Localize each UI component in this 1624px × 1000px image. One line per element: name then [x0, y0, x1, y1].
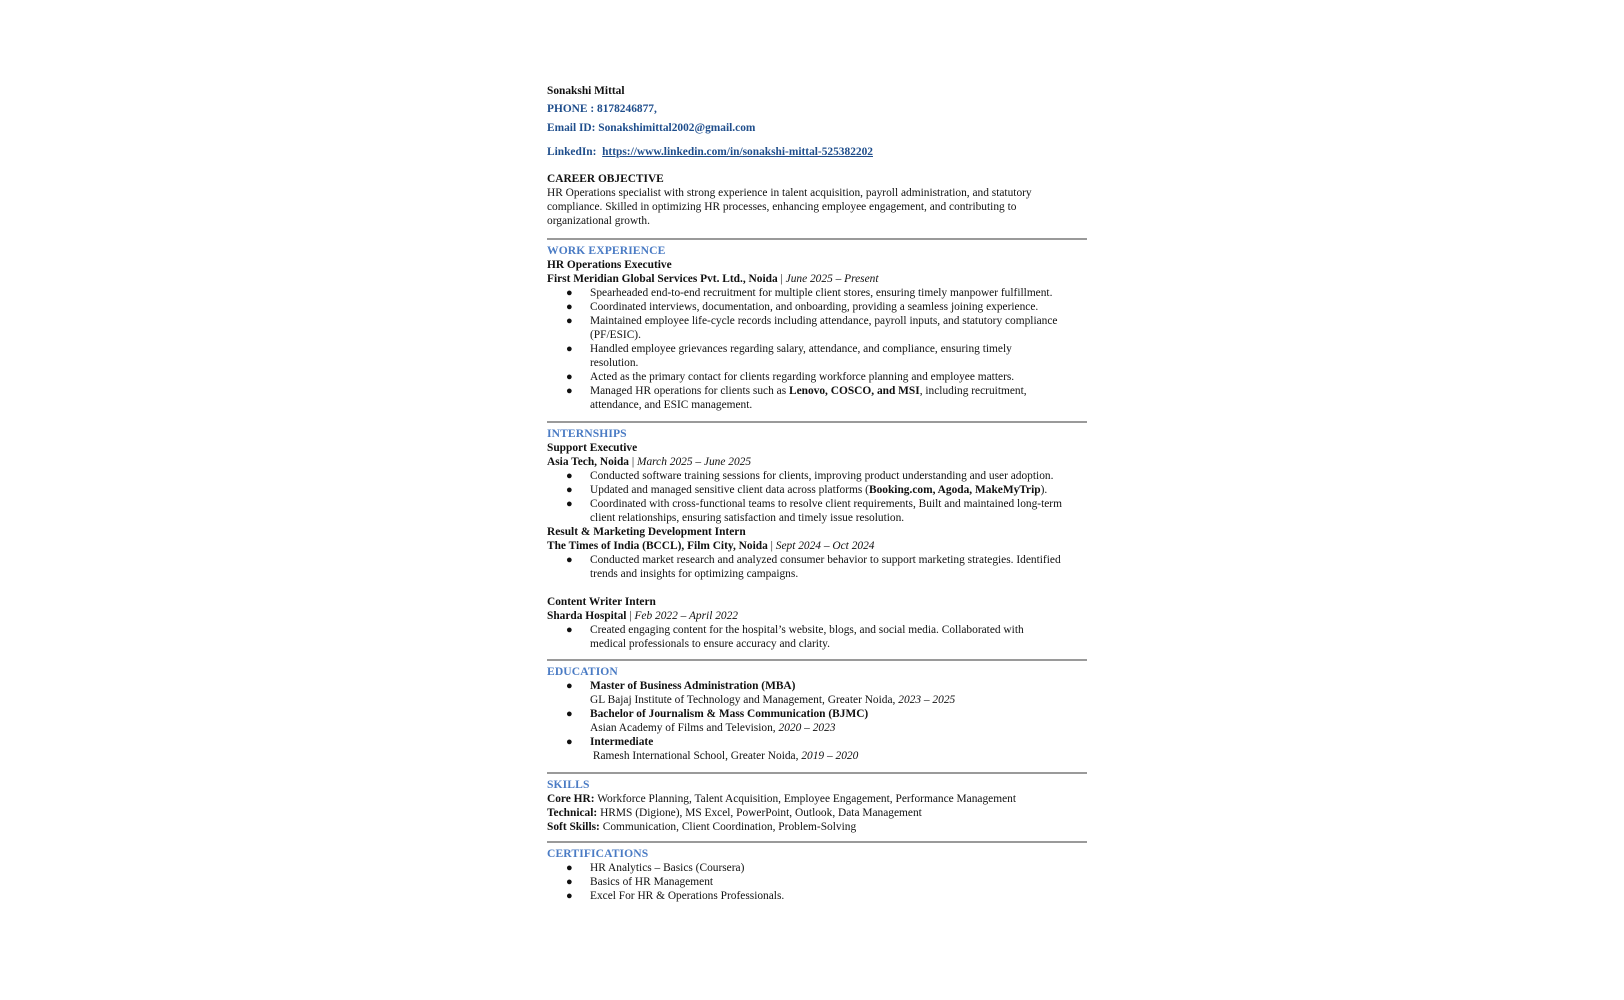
internship-bullets — [547, 623, 1087, 651]
bullet-icon: ● — [566, 624, 573, 636]
section-divider — [547, 841, 1087, 843]
list-item — [547, 300, 1087, 314]
section-divider — [547, 421, 1087, 423]
education-heading: EDUCATION — [547, 665, 618, 678]
phone-value: 8178246877 — [597, 103, 654, 115]
list-item — [547, 875, 1087, 889]
bullet-text: Updated and managed sensitive client data across platforms (Booking.com, Agoda, MakeMyTrip). — [590, 484, 1048, 496]
internship-company: Asia Tech, Noida — [547, 456, 629, 468]
skills-label: Core HR: — [547, 793, 595, 805]
bullet-text: Coordinated interviews, documentation, and onboarding, providing a seamless joining experience. — [590, 301, 1039, 313]
bullet-icon: ● — [566, 554, 573, 566]
internships-heading: INTERNSHIPS — [547, 427, 627, 440]
email-line — [547, 121, 1087, 135]
list-item — [547, 735, 1087, 763]
section-divider — [547, 238, 1087, 240]
certifications-heading: CERTIFICATIONS — [547, 847, 649, 860]
bullet-icon: ● — [566, 343, 573, 355]
objective-heading: CAREER OBJECTIVE — [547, 173, 664, 185]
certifications-list — [547, 861, 1087, 903]
linkedin-label: LinkedIn: — [547, 146, 597, 158]
skills-row — [547, 792, 1087, 806]
school: Asian Academy of Films and Television, — [590, 722, 776, 734]
bullet-text: Coordinated with cross-functional teams to resolve client requirements, Built and maintained long-term client relationships, ensuring satisfaction and timely issue resolution. — [590, 498, 1062, 524]
list-item — [547, 384, 1087, 412]
email-label: Email ID: — [547, 122, 596, 134]
internship-company: Sharda Hospital — [547, 610, 627, 622]
bullet-icon: ● — [566, 862, 573, 874]
bullet-text: Maintained employee life-cycle records including attendance, payroll inputs, and statutory compliance (PF/ESIC). — [590, 315, 1058, 341]
bullet-icon: ● — [566, 736, 573, 748]
work-experience-heading: WORK EXPERIENCE — [547, 244, 666, 257]
phone-label: PHONE — [547, 103, 588, 115]
list-item — [547, 342, 1087, 370]
internship-company-line: The Times of India (BCCL), Film City, Noida | Sept 2024 – Oct 2024 — [547, 540, 875, 552]
bullet-text: Excel For HR & Operations Professionals. — [590, 890, 785, 902]
bullet-text: Managed HR operations for clients such as Lenovo, COSCO, and MSI, including recruitment, attendance, and ESIC management. — [590, 385, 1027, 411]
phone-line: PHONE : 8178246877, — [547, 103, 657, 115]
section-divider — [547, 659, 1087, 661]
skills-value: HRMS (Digione), MS Excel, PowerPoint, Outlook, Data Management — [600, 807, 922, 819]
bullet-icon: ● — [566, 484, 573, 496]
list-item — [547, 483, 1087, 497]
bullet-icon: ● — [566, 680, 573, 692]
bullet-icon: ● — [566, 301, 573, 313]
bullet-icon: ● — [566, 470, 573, 482]
internship-role: Support Executive — [547, 442, 638, 454]
internship-company-line: Asia Tech, Noida | March 2025 – June 2025 — [547, 456, 752, 468]
list-item — [547, 861, 1087, 875]
linkedin-link[interactable]: https://www.linkedin.com/in/sonakshi-mittal-525382202 — [602, 146, 873, 158]
bullet-icon: ● — [566, 708, 573, 720]
internship-dates: Sept 2024 – Oct 2024 — [775, 540, 875, 552]
bullet-icon: ● — [566, 371, 573, 383]
bullet-text: Created engaging content for the hospital’s website, blogs, and social media. Collaborated with medical professionals to ensure accuracy and clarity. — [590, 624, 1024, 650]
list-item — [547, 314, 1087, 342]
degree: Intermediate — [590, 736, 654, 748]
bullet-text: Conducted market research and analyzed consumer behavior to support marketing strategies. Identified trends and insights for optimizing campaigns. — [590, 554, 1061, 580]
list-item — [547, 889, 1087, 903]
internship-dates: March 2025 – June 2025 — [636, 456, 752, 468]
bullet-text: Conducted software training sessions for clients, improving product understanding and user adoption. — [590, 470, 1054, 482]
list-item — [547, 469, 1087, 483]
bullet-text: Handled employee grievances regarding salary, attendance, and compliance, ensuring timely resolution. — [590, 343, 1012, 369]
linkedin-line — [547, 145, 1087, 159]
years: 2019 – 2020 — [801, 750, 859, 762]
list-item — [547, 679, 1087, 707]
work-dates: June 2025 – Present — [785, 273, 879, 285]
list-item — [547, 370, 1087, 384]
skills-label: Soft Skills: — [547, 821, 600, 833]
bullet-icon: ● — [566, 385, 573, 397]
bullet-icon: ● — [566, 876, 573, 888]
candidate-name: Sonakshi Mittal — [547, 85, 625, 97]
degree: Master of Business Administration (MBA) — [590, 680, 796, 692]
bullet-icon: ● — [566, 498, 573, 510]
list-item — [547, 707, 1087, 735]
bullet-icon: ● — [566, 315, 573, 327]
internship-company-line: Sharda Hospital | Feb 2022 – April 2022 — [547, 610, 739, 622]
list-item — [547, 497, 1087, 525]
bullet-text: Basics of HR Management — [590, 876, 714, 888]
internship-dates: Feb 2022 – April 2022 — [634, 610, 739, 622]
work-company: First Meridian Global Services Pvt. Ltd., Noida — [547, 273, 778, 285]
work-role: HR Operations Executive — [547, 259, 672, 271]
years: 2020 – 2023 — [778, 722, 836, 734]
bullet-text: Acted as the primary contact for clients regarding workforce planning and employee matters. — [590, 371, 1015, 383]
bullet-text: HR Analytics – Basics (Coursera) — [590, 862, 745, 874]
skills-label: Technical: — [547, 807, 598, 819]
list-item — [547, 286, 1087, 300]
internship-role: Result & Marketing Development Intern — [547, 526, 746, 538]
education-list — [547, 679, 1087, 763]
skills-heading: SKILLS — [547, 778, 590, 791]
degree: Bachelor of Journalism & Mass Communication (BJMC) — [590, 708, 869, 720]
bullet-text: Spearheaded end-to-end recruitment for multiple client stores, ensuring timely manpower fulfillment. — [590, 287, 1053, 299]
work-bullets — [547, 286, 1087, 412]
objective-text: HR Operations specialist with strong experience in talent acquisition, payroll administration, and statutory compliance. Skilled in optimizing HR processes, enhancing employee engagement, and contributing to organizational growth. — [547, 187, 1032, 227]
years: 2023 – 2025 — [898, 694, 956, 706]
internship-bullets — [547, 469, 1087, 525]
skills-row — [547, 806, 1087, 820]
internship-company: The Times of India (BCCL), Film City, Noida — [547, 540, 768, 552]
skills-row — [547, 820, 1087, 834]
email-value[interactable]: Sonakshimittal2002@gmail.com — [598, 122, 756, 134]
school: GL Bajaj Institute of Technology and Management, Greater Noida, — [590, 694, 896, 706]
school: Ramesh International School, Greater Noida, — [592, 750, 799, 762]
internship-bullets — [547, 553, 1087, 581]
work-company-line: First Meridian Global Services Pvt. Ltd., Noida | June 2025 – Present — [547, 273, 879, 285]
bullet-icon: ● — [566, 287, 573, 299]
internship-role: Content Writer Intern — [547, 596, 656, 608]
skills-value: Workforce Planning, Talent Acquisition, Employee Engagement, Performance Management — [597, 793, 1016, 805]
section-divider — [547, 772, 1087, 774]
list-item — [547, 623, 1087, 651]
list-item — [547, 553, 1087, 581]
bullet-icon: ● — [566, 890, 573, 902]
skills-value: Communication, Client Coordination, Problem-Solving — [602, 821, 857, 833]
